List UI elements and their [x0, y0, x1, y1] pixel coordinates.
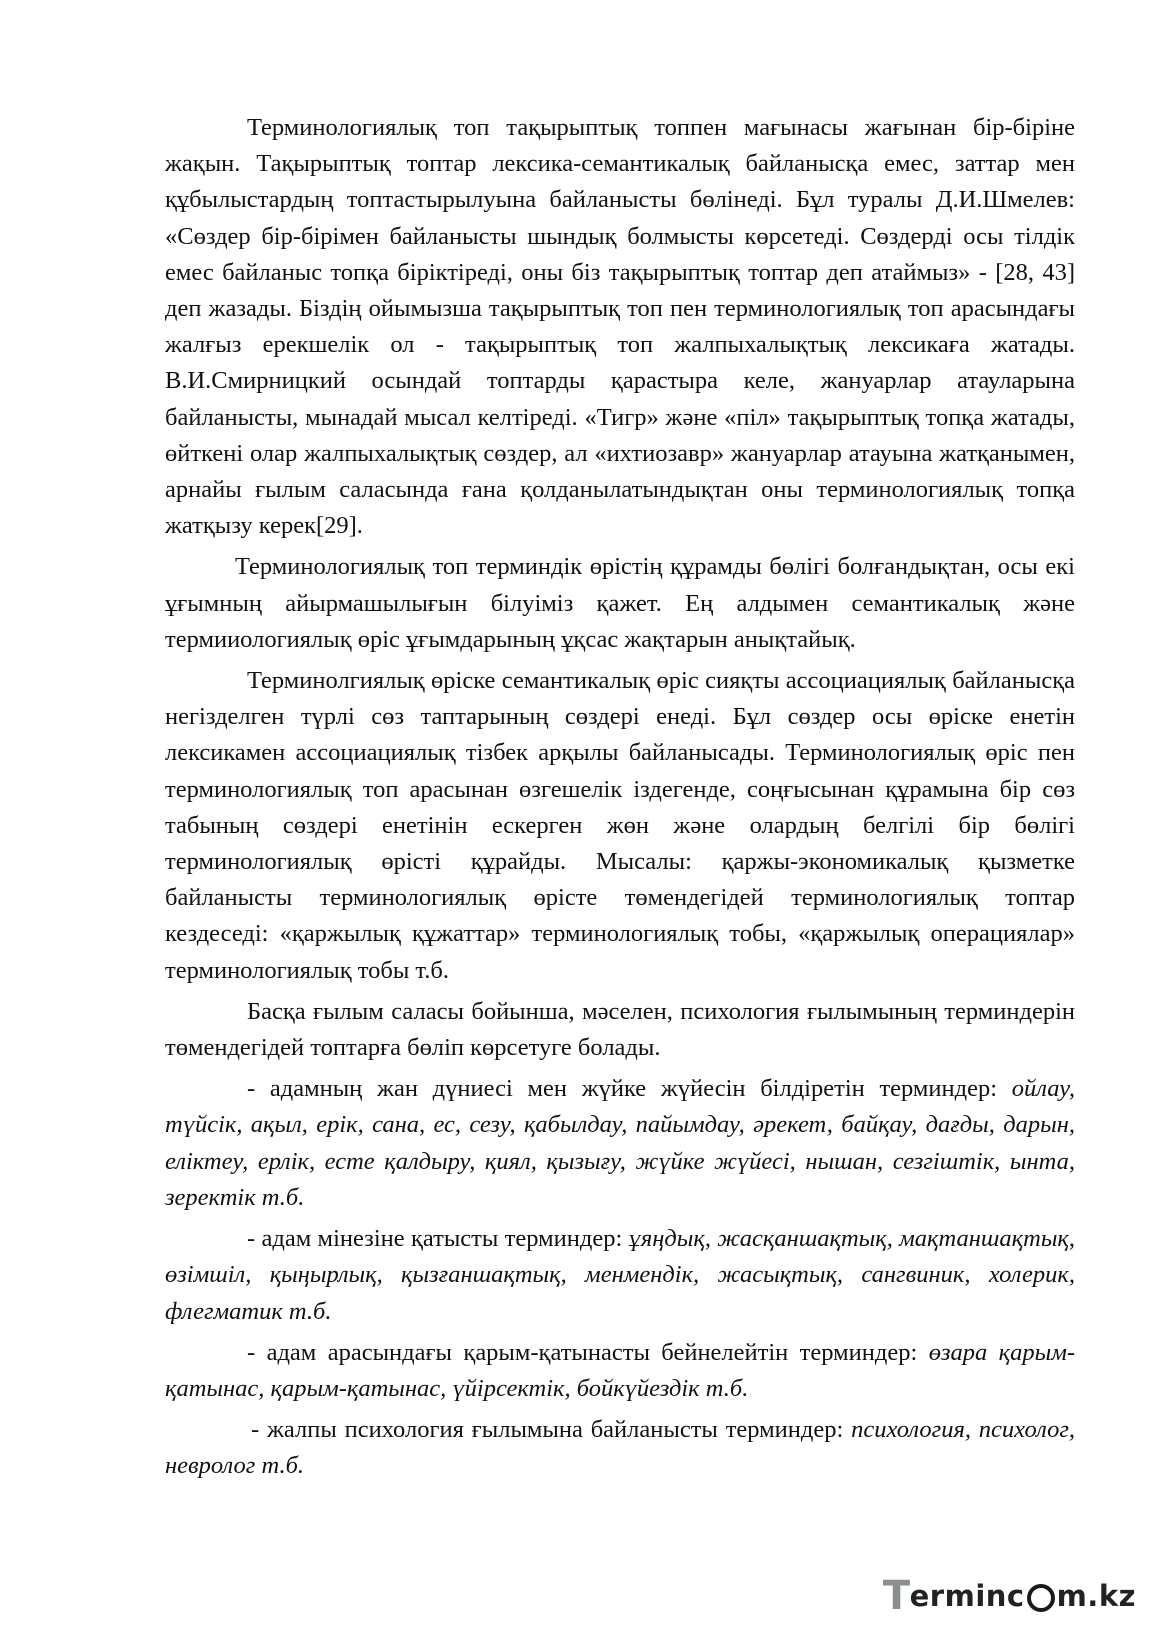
list-item-2: [165, 1221, 1075, 1330]
list-item-4-lead: - жалпы психология ғылымына байланысты терминдер:: [251, 1416, 844, 1444]
termincom-logo: [883, 1573, 1136, 1619]
paragraph-4: Басқа ғылым саласы бойынша, мәселен, психология ғылымының терминдерін төмендегідей топтарға бөліп көрсетуге болады.: [165, 997, 1075, 1062]
list-item-2-lead: - адам мінезіне қатысты терминдер:: [247, 1225, 623, 1253]
list-item-1-terms: ойлау, түйсік, ақыл, ерік, сана, ес, сезу, қабылдау, пайымдау, әрекет, байқау, дағды, дарын, еліктеу, ерлік, есте қалдыру, қиял, қызығу, жүйке жүйесі, нышан, сезгіштік, ынта, зеректік т.б.: [165, 1075, 1075, 1211]
list-item-3-terms: өзара қарым-қатынас, қарым-қатынас, үйірсектік, бойкүйездік т.б.: [165, 1338, 1076, 1402]
list-item-1: [165, 1071, 1075, 1216]
list-item-2-terms: ұяңдық, жасқаншақтық, мақтаншақтық, өзімшіл, қыңырлық, қызғаншақтық, менмендік, жасықтық, сангвиник, холерик, флегматик т.б.: [165, 1225, 1075, 1325]
paragraph-1: Терминологиялық топ тақырыптық топпен мағынасы жағынан бір-біріне жақын. Тақырыптық топтар лексика-семантикалық байланысқа емес, заттар мен құбылыстардың топтастырылуына байланысты бөлінеді. Бұл туралы Д.И.Шмелев: «Сөздер бір-бірімен байланысты шындық болмысты көрсетеді. Сөздерді осы тілдік емес байланыс топқа біріктіреді, оны біз тақырыптық топтар деп атаймыз» - [28, 43] деп жазады. Біздің ойымызша тақырыптық топ пен терминологиялық топ арасындағы жалғыз ерекшелік ол - тақырыптық топ жалпыхалықтық лексикаға жатады. В.И.Смирницкий осындай топтарды қарастыра келе, жануарлар атауларына байланысты, мынадай мысал келтіреді. «Тигр» және «піл» тақырыптық топқа жатады, өйткені олар жалпыхалықтық сөздер, ал «ихтиозавр» жануарлар атауына жатқанымен, арнайы ғылым саласында ғана қолданылатындықтан оны терминологиялық топқа жатқызу керек[29].: [165, 114, 1075, 540]
list-item-3-lead: - адам арасындағы қарым-қатынасты бейнелейтін терминдер:: [247, 1338, 918, 1366]
logo-letter-t: T: [882, 1573, 911, 1619]
list-item-1-lead: - адамның жан дүниесі мен жүйке жүйесін білдіретін терминдер:: [247, 1075, 998, 1103]
document-body: [165, 110, 1075, 1485]
list-item-4-terms: психология, психолог, невролог т.б.: [165, 1416, 1076, 1480]
logo-ring-icon: [1027, 1584, 1055, 1612]
logo-text-part1: erminc: [909, 1579, 1025, 1613]
logo-text-part2: m.kz: [1056, 1579, 1136, 1613]
list-item-4: [165, 1412, 1075, 1484]
list-item-3: [165, 1335, 1075, 1407]
paragraph-2: Терминологиялық топ терминдік өрістің құрамды бөлігі болғандықтан, осы екі ұғымның айырмашылығын білуіміз қажет. Ең алдымен семантикалық және термииологиялық өріс ұғымдарының ұқсас жақтарын анықтайық.: [165, 553, 1075, 653]
paragraph-3: Терминолгиялық өріске семантикалық өріс сияқты ассоциациялық байланысқа негізделген түрлі сөз таптарының сөздері енеді. Бұл сөздер осы өріске енетін лексикамен ассоциациялық тізбек арқылы байланысады. Терминологиялық өріс пен терминологиялық топ арасынан өзгешелік іздегенде, соңғысынан құрамына бір сөз табының сөздері енетінін ескерген жөн және олардың белгілі бір бөлігі терминологиялық өрісті құрайды. Мысалы: қаржы-экономикалық қызметке байланысты терминологиялық өрісте төмендегідей терминологиялық топтар кездеседі: «қаржылық құжаттар» терминологиялық тобы, «қаржылық операциялар» терминологиялық тобы т.б.: [165, 667, 1075, 984]
